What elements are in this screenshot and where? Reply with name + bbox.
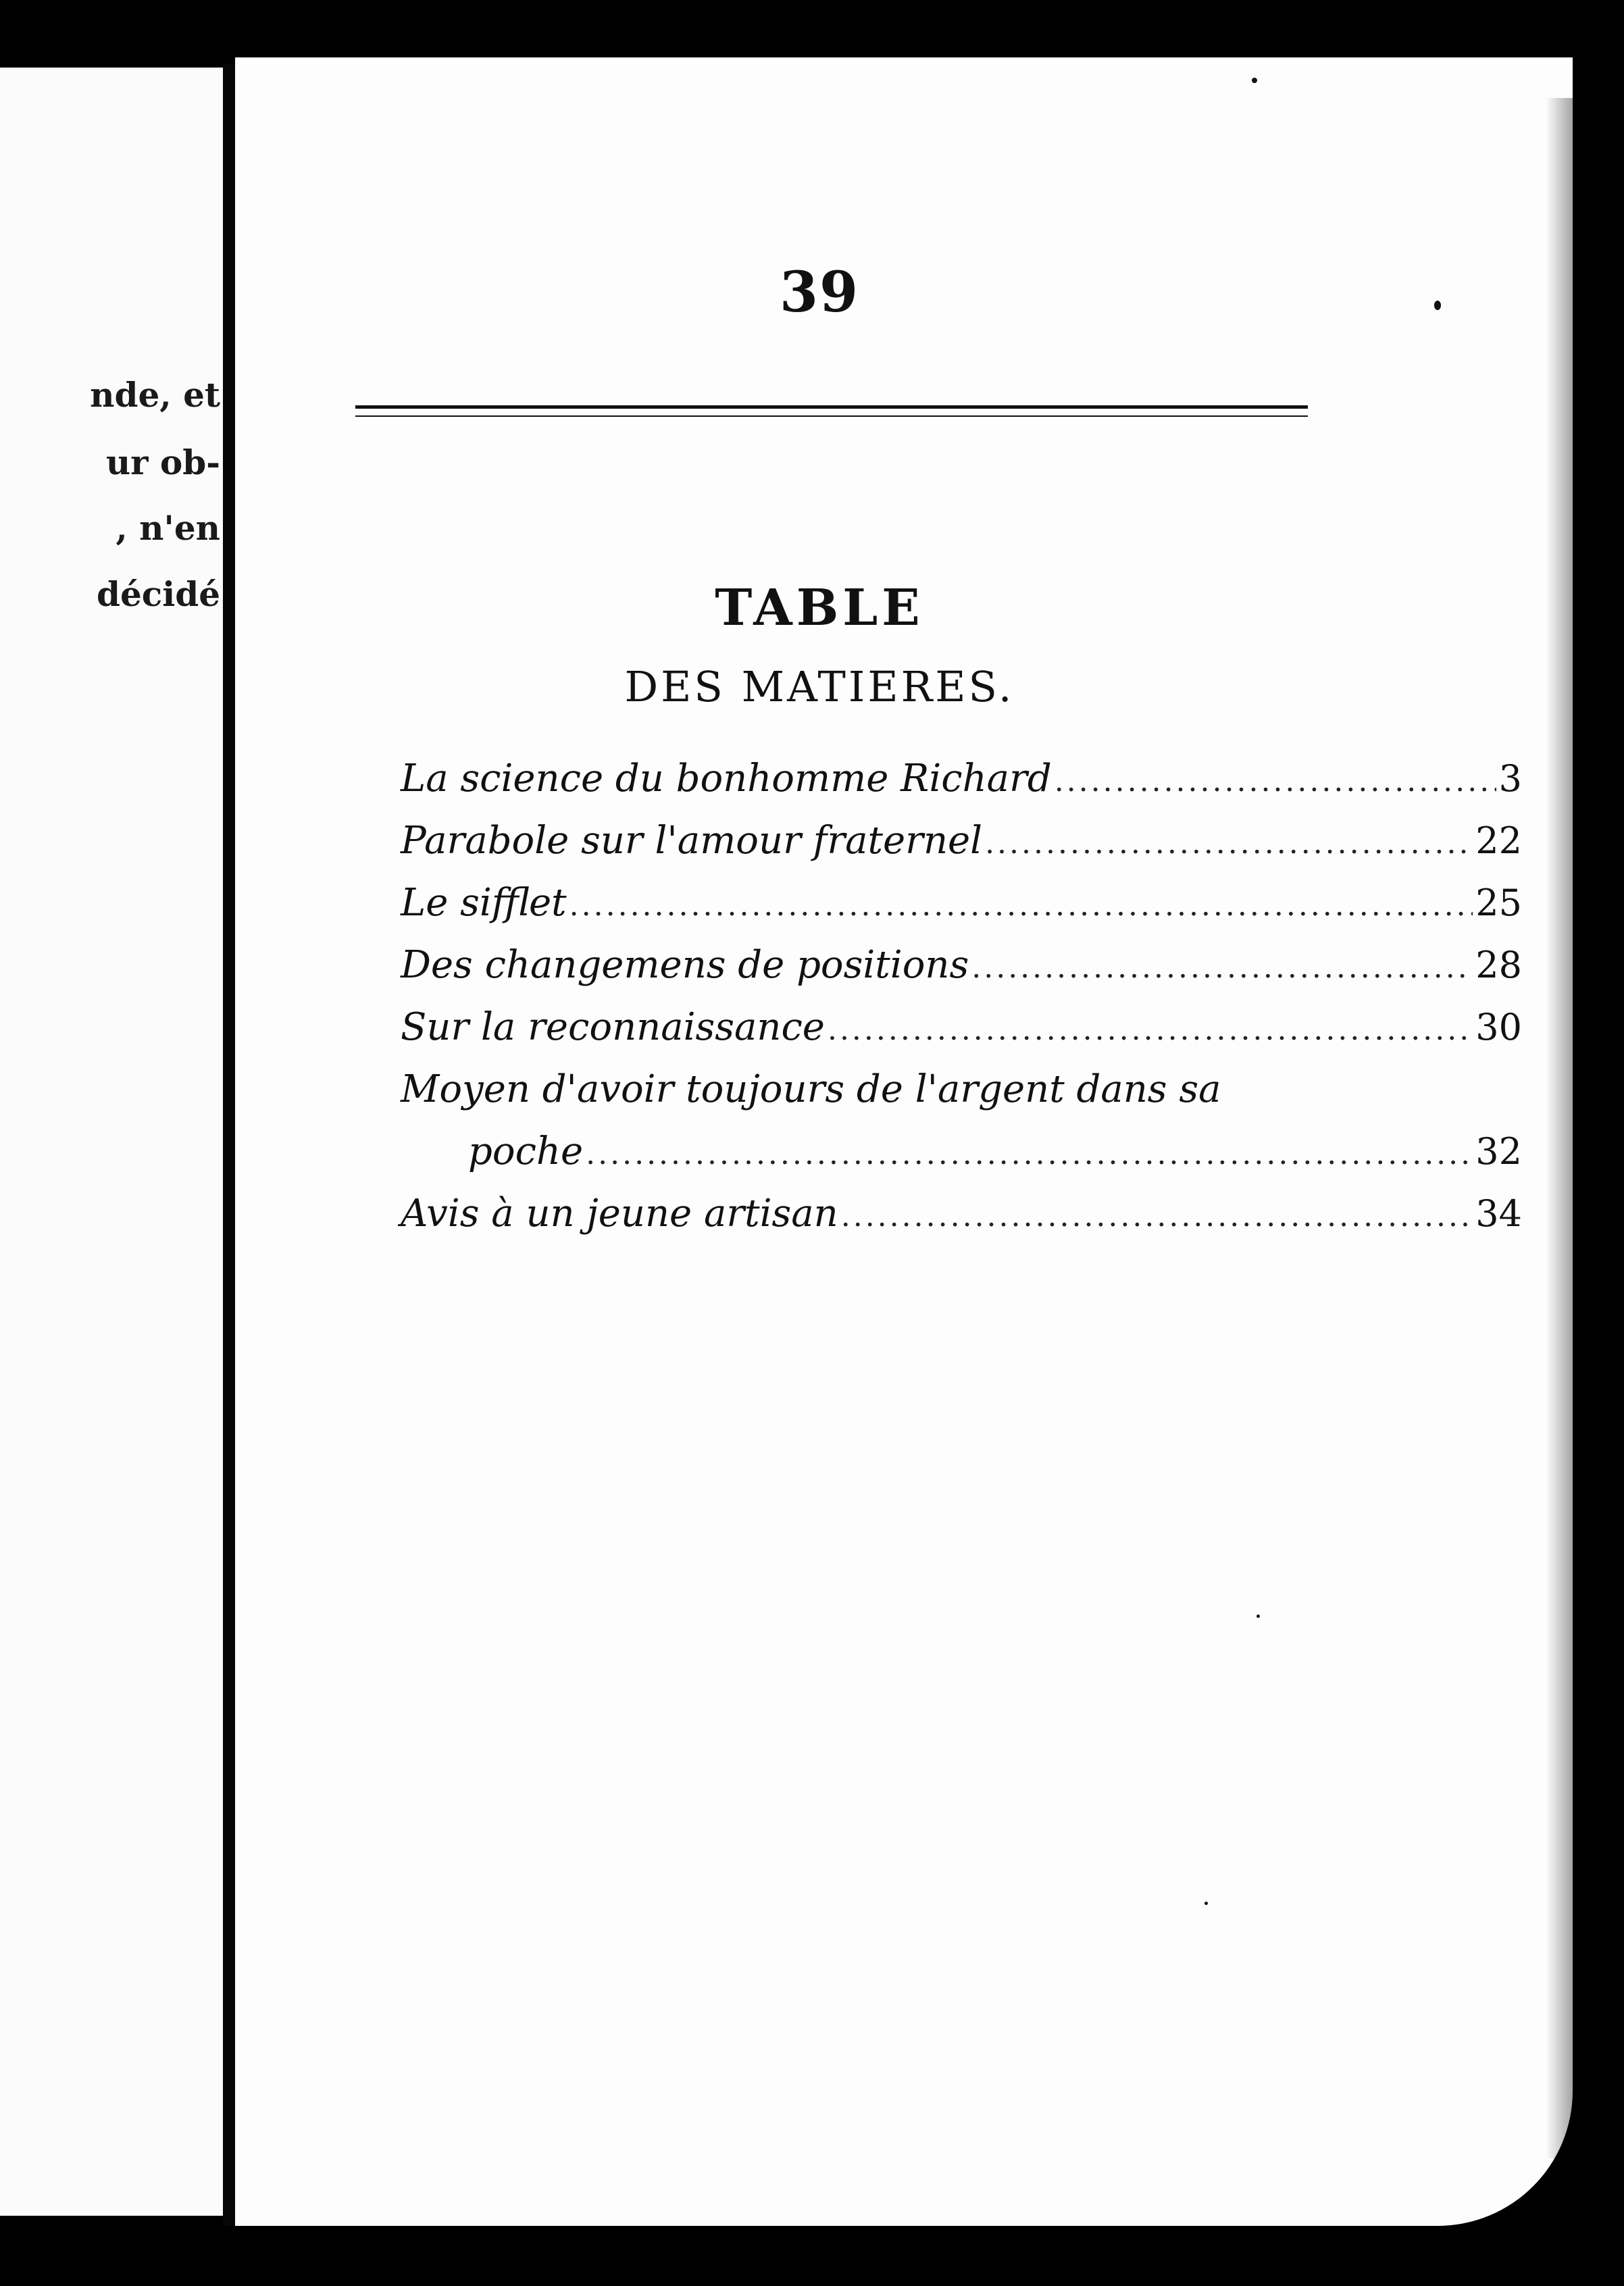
toc-leader-dots bbox=[971, 950, 1473, 985]
toc-entry bbox=[401, 1067, 1522, 1192]
left-page-line: décidé bbox=[97, 574, 220, 614]
toc-leader-dots bbox=[586, 1137, 1473, 1171]
left-page bbox=[0, 68, 223, 2216]
toc-entry bbox=[401, 1192, 1522, 1254]
toc-entry bbox=[401, 819, 1522, 881]
toc-entry bbox=[401, 757, 1522, 819]
toc-entry-text: Moyen d'avoir toujours de l'argent dans sa bbox=[401, 1067, 1221, 1111]
toc-entry-page: 32 bbox=[1475, 1130, 1522, 1173]
toc-subtitle: DES MATIERES. bbox=[624, 662, 1015, 711]
toc-leader-dots bbox=[985, 826, 1473, 861]
toc-leader-dots bbox=[1055, 764, 1496, 798]
paper-speck bbox=[1434, 301, 1441, 310]
header-rule-thick bbox=[355, 405, 1308, 409]
toc-entry-text: Sur la reconnaissance bbox=[401, 1005, 825, 1049]
toc-entry-continuation: poche bbox=[468, 1129, 584, 1173]
toc-title: TABLE bbox=[715, 579, 924, 637]
left-page-line: ur ob- bbox=[105, 442, 220, 482]
header-rule-thin bbox=[355, 415, 1308, 417]
toc-entry-page: 28 bbox=[1475, 944, 1522, 986]
toc-entry-text: La science du bonhomme Richard bbox=[401, 757, 1052, 801]
left-page-line: , n'en bbox=[116, 508, 220, 548]
toc-leader-dots bbox=[841, 1199, 1473, 1234]
toc-entry-page: 25 bbox=[1475, 882, 1522, 924]
page-edge-shadow bbox=[1546, 98, 1573, 2158]
toc-entry bbox=[401, 943, 1522, 1005]
toc-entry-text: Parabole sur l'amour fraternel bbox=[401, 819, 983, 863]
toc-entry bbox=[401, 1005, 1522, 1067]
toc-entry-text: Le sifflet bbox=[401, 881, 567, 925]
paper-speck bbox=[1204, 1902, 1208, 1905]
toc-entry-page: 30 bbox=[1475, 1006, 1522, 1048]
right-page bbox=[235, 57, 1573, 2226]
toc-entry-page: 22 bbox=[1475, 819, 1522, 862]
book-gutter bbox=[223, 64, 235, 2226]
page-number: 39 bbox=[779, 260, 860, 325]
left-page-line: nde, et bbox=[90, 375, 220, 415]
toc-entry bbox=[401, 881, 1522, 943]
toc-leader-dots bbox=[569, 888, 1473, 923]
table-of-contents bbox=[401, 757, 1536, 1254]
toc-entry-text: Avis à un jeune artisan bbox=[401, 1192, 838, 1236]
toc-entry-text: Des changemens de positions bbox=[401, 943, 969, 987]
paper-speck bbox=[1257, 1615, 1260, 1618]
toc-leader-dots bbox=[828, 1013, 1473, 1047]
toc-entry-page: 3 bbox=[1498, 757, 1522, 800]
toc-entry-page: 34 bbox=[1475, 1192, 1522, 1235]
paper-speck bbox=[1252, 78, 1257, 83]
